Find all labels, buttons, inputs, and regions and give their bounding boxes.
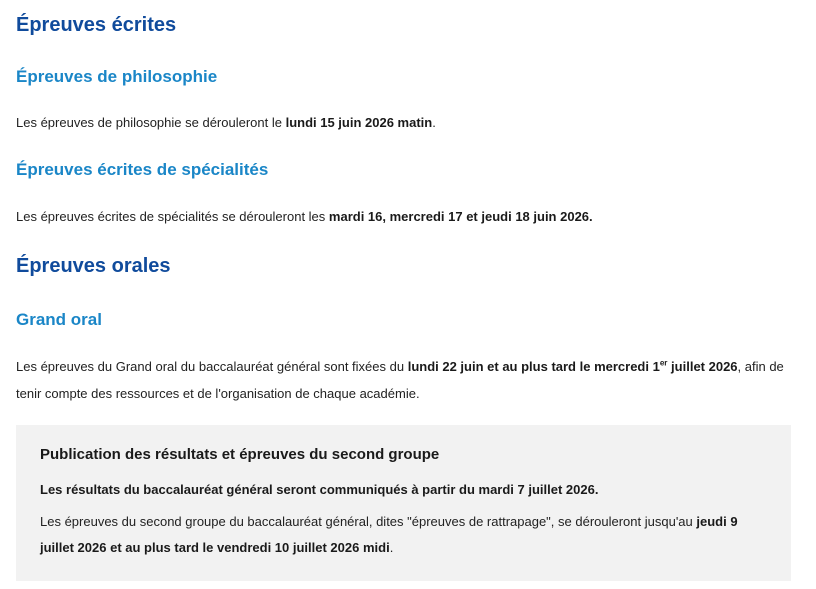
text-segment: Les épreuves du second groupe du baccalauréat général, dites "épreuves de rattrapage", se dérouleront jusqu'au <box>40 514 697 529</box>
paragraph-philosophie-dates <box>16 109 800 136</box>
heading-epreuves-de-philosophie: Épreuves de philosophie <box>16 67 218 86</box>
text-segment: . <box>389 540 394 555</box>
bold-date-specialites: mardi 16, mercredi 17 et jeudi 18 juin 2026. <box>328 209 593 224</box>
text-segment: Les épreuves du Grand oral du baccalauréat général sont fixées du <box>16 359 408 374</box>
text-segment: Les épreuves de philosophie se dérouleront le <box>16 115 286 130</box>
callout-title: Publication des résultats et épreuves du second groupe <box>40 446 440 463</box>
bold-date-philosophie: lundi 15 juin 2026 matin <box>285 115 433 130</box>
text-segment: Les épreuves écrites de spécialités se dérouleront les <box>16 209 329 224</box>
callout-publication-resultats <box>16 425 791 581</box>
heading-epreuves-ecrites: Épreuves écrites <box>16 14 177 36</box>
heading-epreuves-orales: Épreuves orales <box>16 255 171 277</box>
bold-date-grand-oral <box>408 359 738 374</box>
paragraph-resultats-date: Les résultats du baccalauréat général seront communiqués à partir du mardi 7 juillet 2026. <box>40 482 599 497</box>
bold-date-rattrapage: jeudi 9 juillet 2026 et au plus tard le vendredi 10 juillet 2026 midi <box>40 514 738 555</box>
heading-grand-oral: Grand oral <box>16 310 102 329</box>
paragraph-specialites-dates <box>16 203 800 230</box>
heading-epreuves-ecrites-de-specialites: Épreuves écrites de spécialités <box>16 160 269 179</box>
text-segment: lundi 22 juin et au plus tard le mercredi 1 <box>407 359 660 374</box>
paragraph-rattrapage-dates <box>40 509 767 561</box>
text-segment: juillet 2026 <box>667 359 738 374</box>
text-segment: , afin de tenir compte des ressources et de l'organisation de chaque académie. <box>16 359 784 401</box>
ordinal-superscript: er <box>659 358 668 368</box>
paragraph-grand-oral-dates <box>16 353 800 407</box>
text-segment: . <box>432 115 436 130</box>
